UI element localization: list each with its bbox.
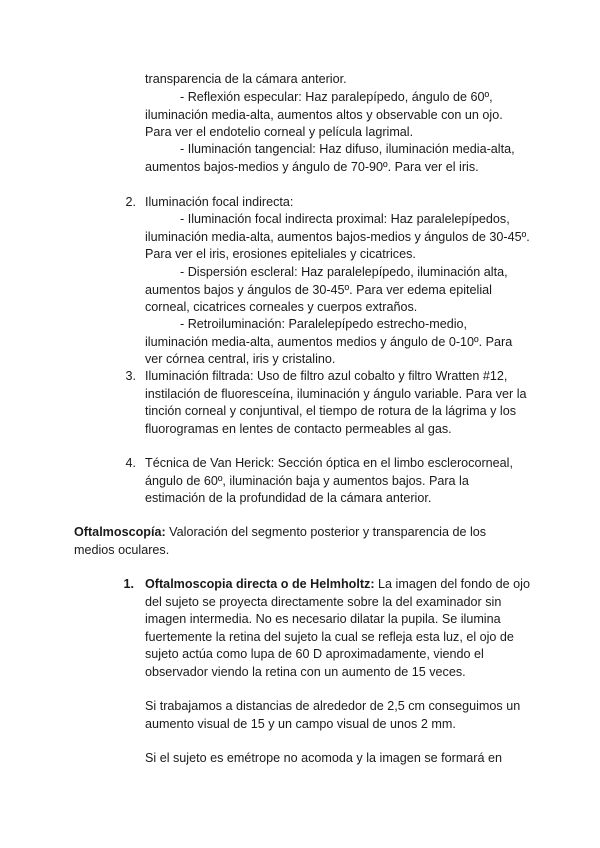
sub-item-scleral-scatter: - Dispersión escleral: Haz paralelepípedo, iluminación alta, aumentos bajos y ángulos de 30-45º. Para ver edema epitelial corneal, cicatrices corneales y cuerpos extraños. (145, 265, 508, 315)
list-item-text: Técnica de Van Herick: Sección óptica en el limbo esclerocorneal, ángulo de 60º, iluminación baja y aumentos bajos. Para la estimación de la profundidad de la cámara anterior. (145, 456, 513, 506)
list-item-text: Iluminación filtrada: Uso de filtro azul cobalto y filtro Wratten #12, instilación de fluoresceína, iluminación y ángulo variable. Para ver la tinción corneal y conjuntival, el tiempo de rotura de la lágrima y los fluorogramas en lentes de contacto permeables al gas. (145, 369, 527, 436)
continuation-line: transparencia de la cámara anterior. (145, 72, 347, 86)
sub-item-tangential-illumination: - Iluminación tangencial: Haz difuso, iluminación media-alta, aumentos bajos-medios y ángulo de 70-90º. Para ver el iris. (145, 142, 515, 174)
sub-item-retroillumination: - Retroiluminación: Paralelepípedo estrecho-medio, iluminación media-alta, aumentos medios y ángulo de 0-10º. Para ver córnea central, iris y cristalino. (145, 317, 513, 367)
list-number: 1. (123, 577, 134, 591)
item-title: Oftalmoscopia directa o de Helmholtz: (145, 577, 375, 591)
list-number: 2. (125, 195, 136, 209)
list-number: 3. (125, 369, 136, 383)
ophthalmoscopy-paragraph-3: Si el sujeto es emétrope no acomoda y la imagen se formará en (145, 751, 503, 765)
ophthalmoscopy-paragraph-2: Si trabajamos a distancias de alrededor de 2,5 cm conseguimos un aumento visual de 15 y un campo visual de unos 2 mm. (145, 699, 521, 731)
section-heading: Oftalmoscopía: (74, 525, 166, 539)
list-item-title: Iluminación focal indirecta: (145, 195, 294, 209)
item-description: La imagen del fondo de ojo del sujeto se proyecta directamente sobre la del examinador sin imagen intermedia. No es necesario dilatar la pupila. Se ilumina fuertemente la retina del sujeto la cual se refleja esta luz, el ojo de sujeto actúa como lupa de 60 D aproximadamente, viendo el observador viendo la retina con un aumento de 15 veces. (145, 577, 530, 679)
sub-item-specular-reflection: - Reflexión especular: Haz paralepípedo, ángulo de 60º, iluminación media-alta, aumentos altos y observable con un ojo. Para ver el endotelio corneal y película lagrimal. (145, 90, 503, 140)
list-number: 4. (125, 456, 136, 470)
ophthalmoscopy-section (74, 524, 530, 559)
ophthalmoscopy-item-text (145, 576, 530, 682)
section-description: Valoración del segmento posterior y transparencia de los medios oculares. (74, 525, 487, 557)
sub-item-proximal-indirect: - Iluminación focal indirecta proximal: Haz paralelepípedos, iluminación media-alta, aumentos bajos-medios y ángulos de 30-45º. Para ver el iris, erosiones epiteliales y cicatrices. (145, 212, 530, 262)
